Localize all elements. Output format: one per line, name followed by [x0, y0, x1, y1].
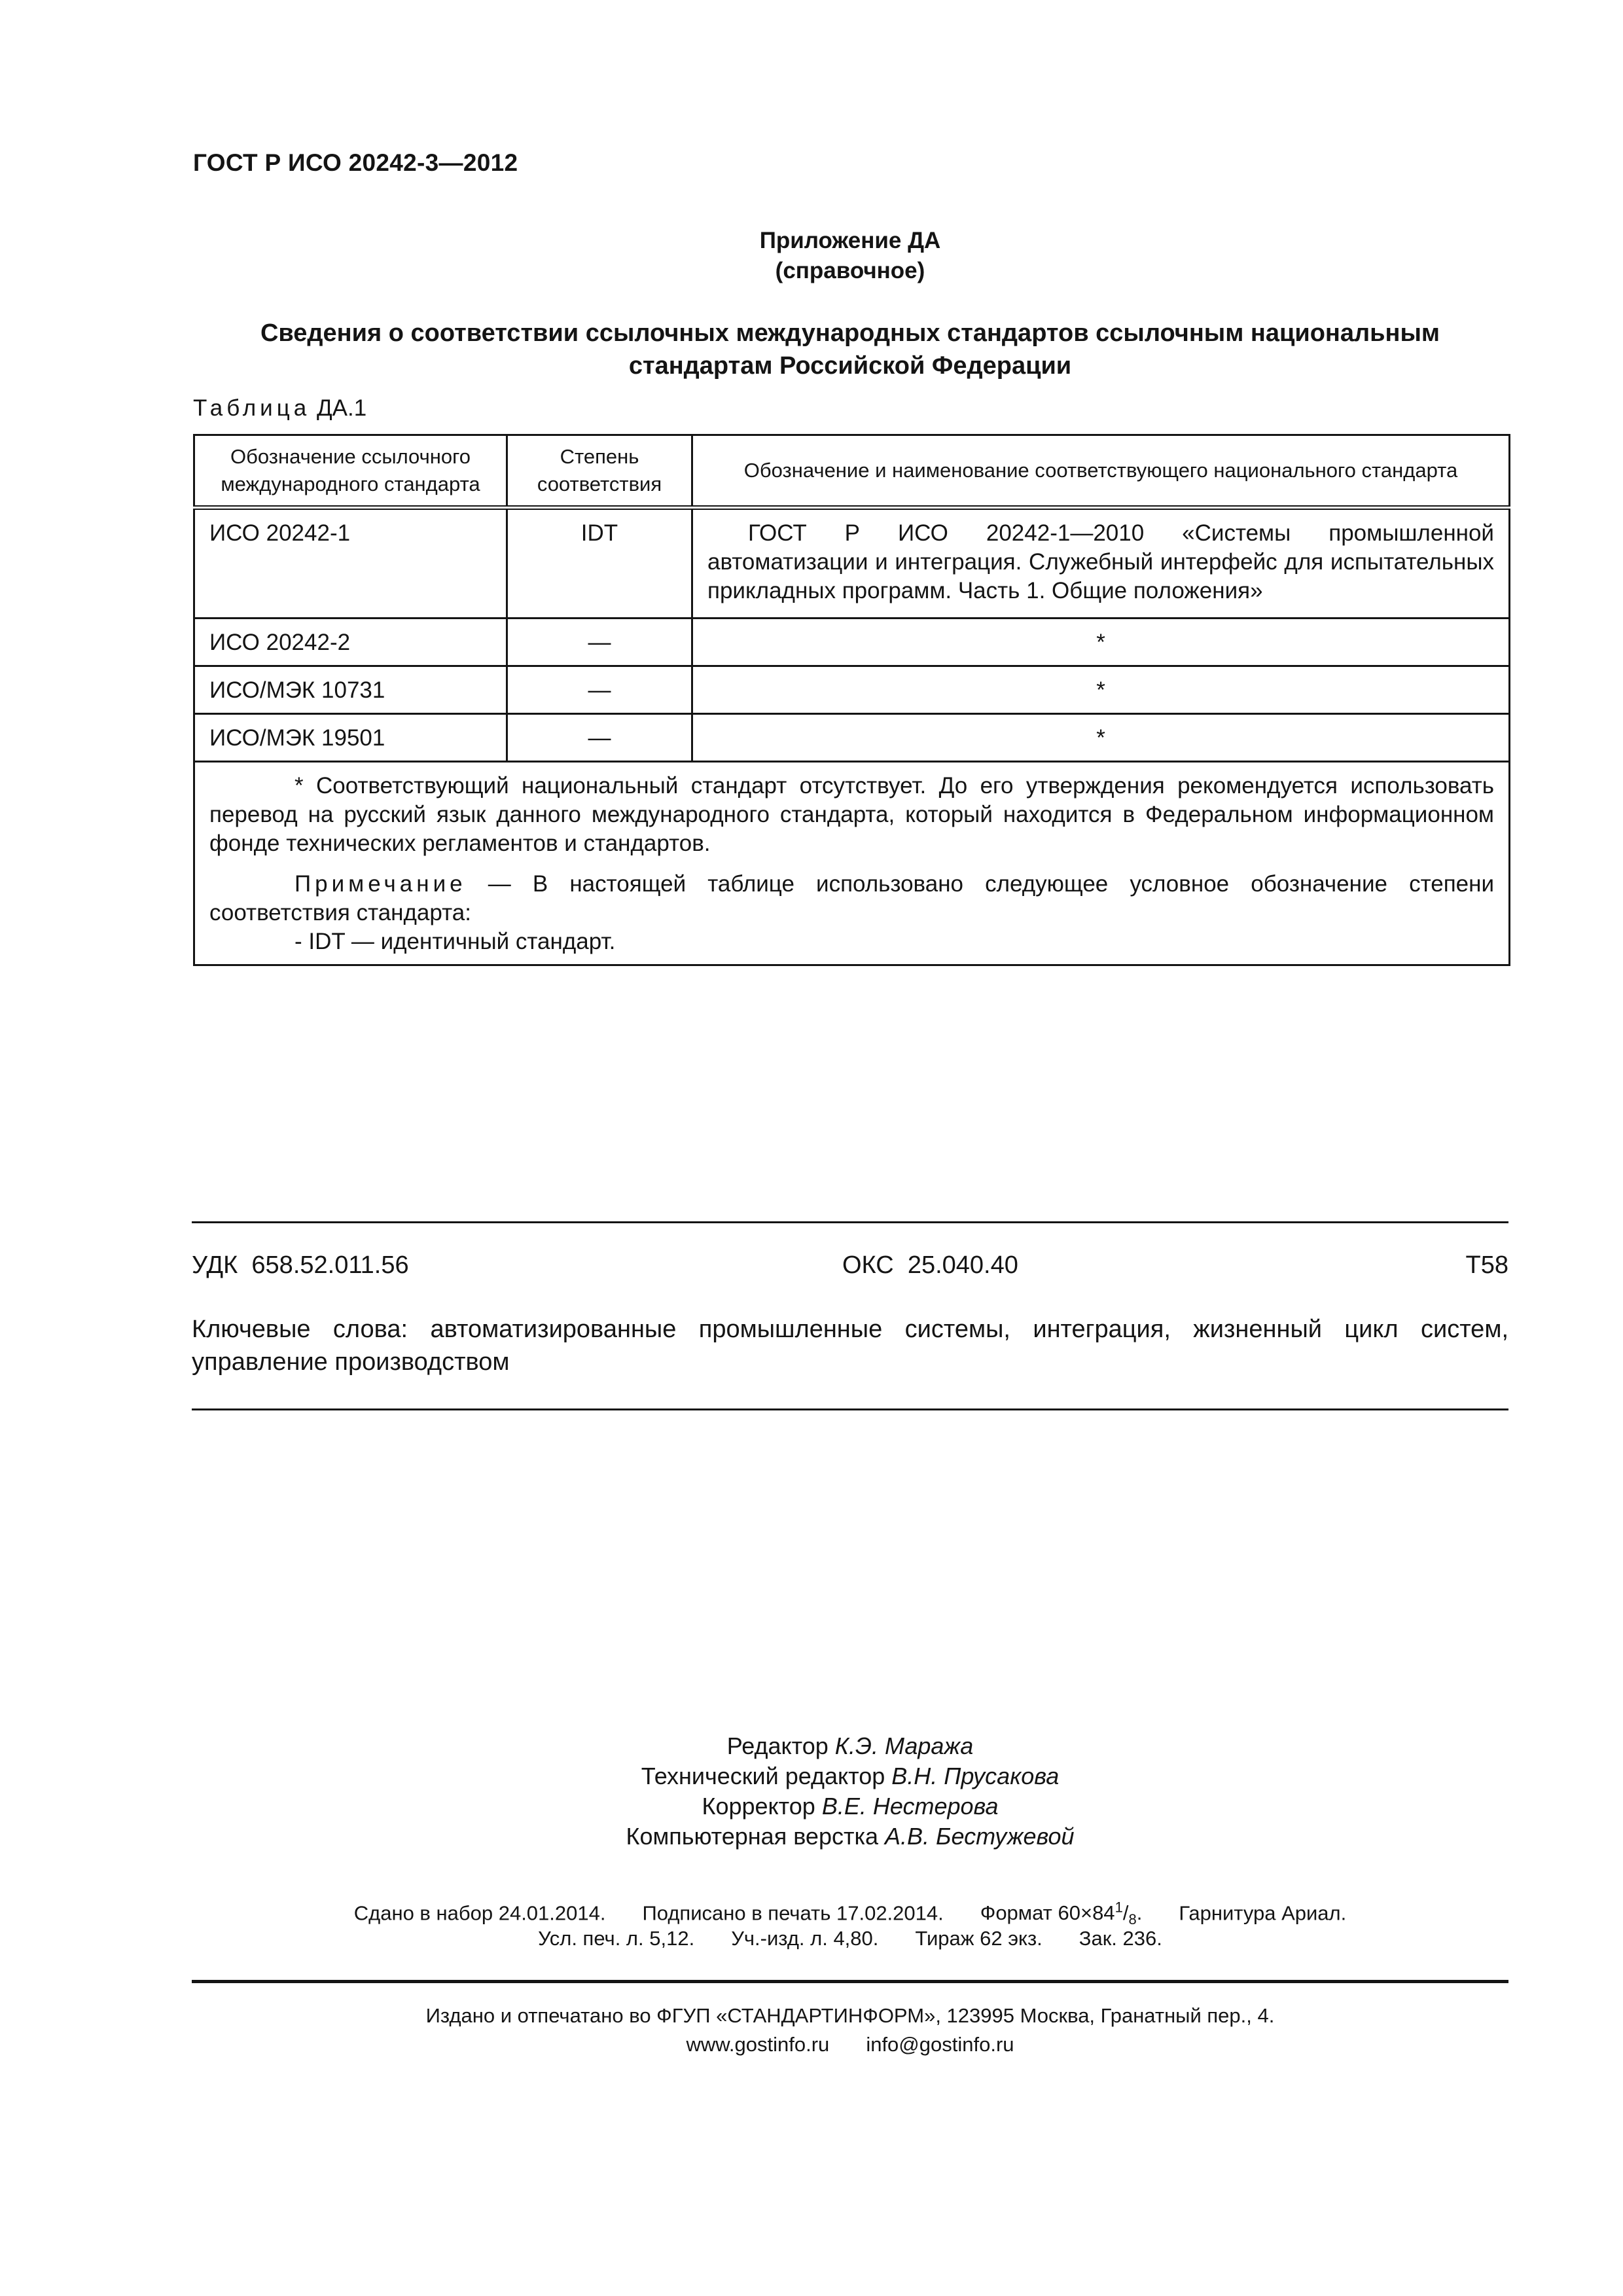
keywords: Ключевые слова: автоматизированные промышленные системы, интеграция, жизненный цикл систем, управление производством	[192, 1316, 1508, 1376]
table-row	[194, 619, 1510, 666]
email-link[interactable]: info@gostinfo.ru	[866, 2033, 1014, 2056]
format-sup: 1	[1115, 1899, 1123, 1916]
divider-bottom	[192, 1980, 1508, 1983]
publisher-contacts	[193, 2030, 1507, 2059]
row-4-ref: ИСО/МЭК 19501	[194, 714, 507, 762]
category-code: Т58	[1465, 1251, 1508, 1279]
typeface: Гарнитура Ариал.	[1179, 1901, 1347, 1925]
credit-proofreader	[193, 1791, 1507, 1821]
divider-middle	[192, 1408, 1508, 1410]
table-footnote: * Соответствующий национальный стандарт отсутствует. До его утверждения рекомендуется использовать перевод на русский язык данного международного стандарта, который находится в Федеральном информационном фонде технических регламентов и стандартов.	[209, 773, 1494, 856]
row-4-degree: —	[507, 714, 692, 762]
credit-name: В.Е. Нестерова	[821, 1793, 999, 1820]
section-title-line-1: Сведения о соответствии ссылочных международных стандартов ссылочным национальным	[260, 319, 1440, 347]
credit-tech-editor	[193, 1761, 1507, 1791]
format-end: .	[1136, 1901, 1143, 1925]
credit-name: К.Э. Маража	[834, 1732, 974, 1759]
row-4-national: *	[692, 714, 1510, 762]
credit-layout	[193, 1821, 1507, 1852]
publisher-line: Издано и отпечатано во ФГУП «СТАНДАРТИНФОРМ», 123995 Москва, Гранатный пер., 4.	[425, 2004, 1275, 2027]
table-footnote-cell	[194, 762, 1510, 965]
header-international-standard: Обозначение ссылочного международного стандарта	[194, 435, 507, 508]
header-degree: Степень соответствия	[507, 435, 692, 508]
section-title-line-2: стандартам Российской Федерации	[628, 352, 1072, 380]
credit-name: В.Н. Прусакова	[891, 1763, 1060, 1789]
print-run: Тираж 62 экз.	[915, 1927, 1043, 1950]
table-caption	[193, 395, 366, 422]
paper-format	[980, 1899, 1143, 1928]
table-header-row	[194, 435, 1510, 508]
note-item: - IDT — идентичный стандарт.	[294, 929, 616, 954]
credit-role: Редактор	[726, 1732, 835, 1759]
credit-role: Корректор	[702, 1793, 822, 1820]
row-2-national: *	[692, 619, 1510, 666]
annex-title: Приложение ДА	[759, 228, 941, 253]
row-3-degree: —	[507, 666, 692, 714]
edition-sheets: Уч.-изд. л. 4,80.	[731, 1927, 879, 1950]
divider-top	[192, 1221, 1508, 1223]
table-row	[194, 508, 1510, 619]
format-slash: /	[1122, 1901, 1129, 1925]
oks-code: ОКС 25.040.40	[842, 1251, 1018, 1279]
signed-date: Подписано в печать 17.02.2014.	[642, 1901, 944, 1925]
row-1-degree: IDT	[507, 508, 692, 619]
table-caption-word: Таблица	[193, 395, 311, 421]
table-row	[194, 666, 1510, 714]
correspondence-table	[193, 434, 1510, 966]
classification-codes	[192, 1251, 1508, 1284]
udk-code: УДК 658.52.011.56	[192, 1251, 409, 1279]
print-sheets: Усл. печ. л. 5,12.	[538, 1927, 695, 1950]
table-note	[209, 870, 1494, 927]
row-3-ref: ИСО/МЭК 10731	[194, 666, 507, 714]
header-national-standard: Обозначение и наименование соответствующего национального стандарта	[692, 435, 1510, 508]
row-2-degree: —	[507, 619, 692, 666]
credits-block	[193, 1731, 1507, 1852]
table-row	[194, 714, 1510, 762]
annex-subtitle: (справочное)	[775, 258, 925, 283]
row-2-ref: ИСО 20242-2	[194, 619, 507, 666]
note-text: — В настоящей таблице использовано следующее условное обозначение степени соответствия стандарта:	[209, 871, 1494, 925]
row-1-national: ГОСТ Р ИСО 20242-1—2010 «Системы промышленной автоматизации и интеграция. Служебный интерфейс для испытательных прикладных программ. Часть 1. Общие положения»	[692, 508, 1510, 619]
credit-role: Технический редактор	[641, 1763, 892, 1789]
format-sub: 8	[1128, 1911, 1137, 1928]
note-label: Примечание	[294, 871, 467, 897]
section-title	[193, 317, 1507, 382]
row-1-ref: ИСО 20242-1	[194, 508, 507, 619]
document-code: ГОСТ Р ИСО 20242-3—2012	[193, 149, 518, 176]
credit-editor	[193, 1731, 1507, 1761]
format-prefix: Формат 60×84	[980, 1901, 1115, 1925]
website-link[interactable]: www.gostinfo.ru	[686, 2033, 830, 2056]
order-number: Зак. 236.	[1079, 1927, 1162, 1950]
imprint-line-2	[193, 1924, 1507, 1953]
table-caption-number: ДА.1	[316, 395, 367, 421]
credit-name: А.В. Бестужевой	[885, 1823, 1075, 1850]
table-footnote-row	[194, 762, 1510, 965]
credit-role: Компьютерная верстка	[626, 1823, 885, 1850]
annex-heading	[193, 226, 1507, 286]
submitted-date: Сдано в набор 24.01.2014.	[353, 1901, 606, 1925]
row-3-national: *	[692, 666, 1510, 714]
